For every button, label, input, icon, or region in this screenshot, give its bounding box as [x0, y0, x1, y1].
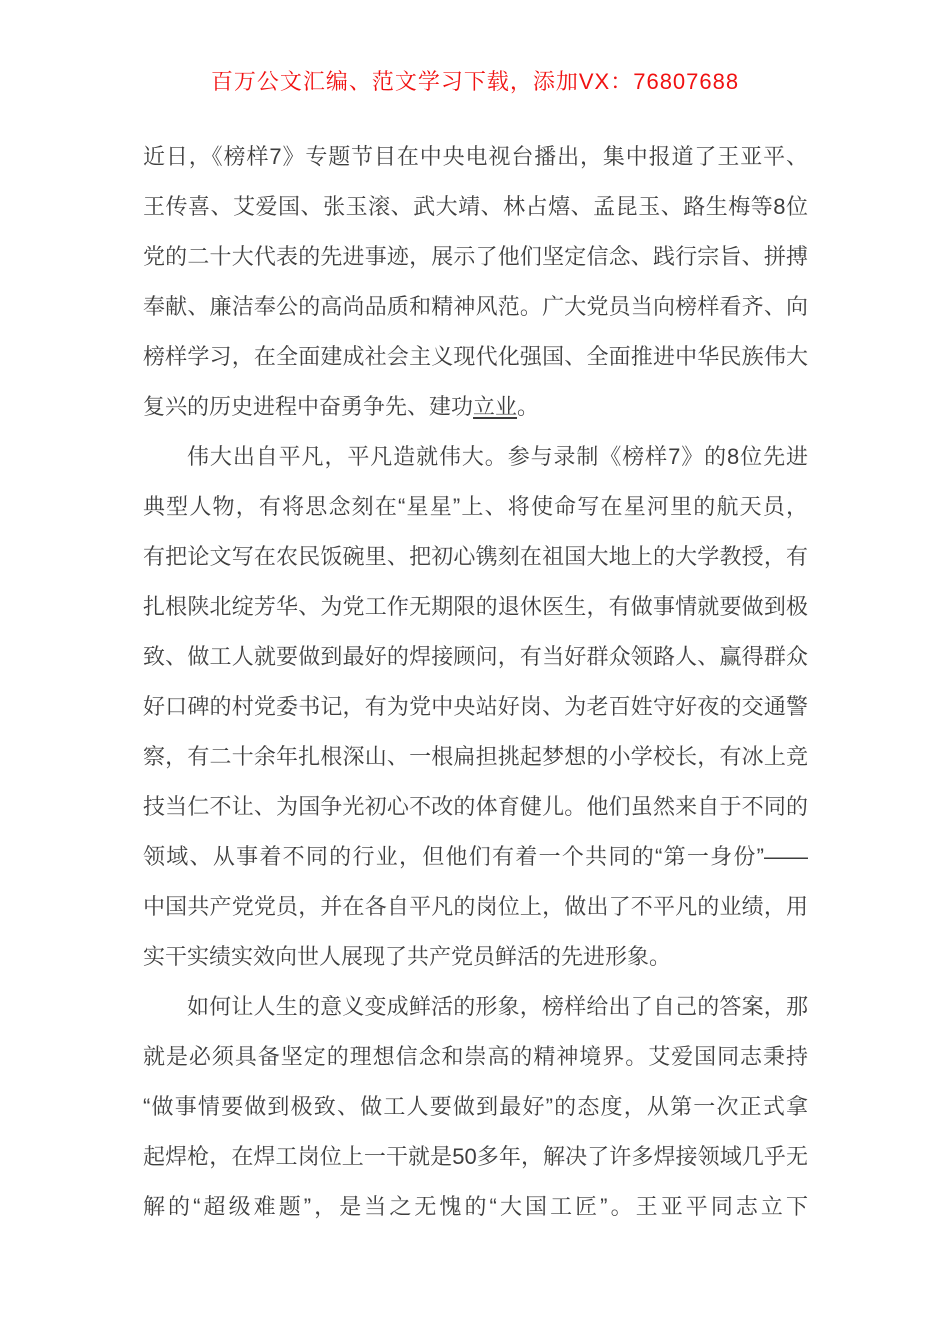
text-line: 起焊枪，在焊工岗位上一干就是50多年，解决了许多焊接领域几乎无 [143, 1144, 808, 1169]
document-body [143, 132, 808, 1232]
text-line: “做事情要做到极致、做工人要做到最好”的态度，从第一次正式拿 [143, 1094, 808, 1119]
text-line: 榜样学习，在全面建成社会主义现代化强国、全面推进中华民族伟大 [143, 344, 808, 369]
text-line: 典型人物，有将思念刻在“星星”上、将使命写在星河里的航天员， [143, 494, 808, 519]
text-line: 领域、从事着不同的行业，但他们有着一个共同的“第一身份”—— [143, 844, 808, 869]
paragraph [143, 432, 808, 982]
paragraph [143, 982, 808, 1232]
paragraph [143, 132, 808, 432]
text-line: 解的“超级难题”，是当之无愧的“大国工匠”。王亚平同志立下 [143, 1194, 808, 1219]
underlined-text: 立业 [473, 394, 518, 419]
text-line: 王传喜、艾爱国、张玉滚、武大靖、林占熺、孟昆玉、路生梅等8位 [143, 194, 808, 219]
text-line: 察，有二十余年扎根深山、一根扁担挑起梦想的小学校长，有冰上竞 [143, 744, 808, 769]
header-notice: 百万公文汇编、范文学习下载，添加VX：76807688 [210, 69, 740, 94]
text-line: 有把论文写在农民饭碗里、把初心镌刻在祖国大地上的大学教授，有 [143, 544, 808, 569]
text-line: 伟大出自平凡，平凡造就伟大。参与录制《榜样7》的8位先进 [187, 444, 808, 469]
text-line: 如何让人生的意义变成鲜活的形象，榜样给出了自己的答案，那 [187, 994, 808, 1019]
text-line: 好口碑的村党委书记，有为党中央站好岗、为老百姓守好夜的交通警 [143, 694, 808, 719]
text-line: 致、做工人就要做到最好的焊接顾问，有当好群众领路人、赢得群众 [143, 644, 808, 669]
text-line: 技当仁不让、为国争光初心不改的体育健儿。他们虽然来自于不同的 [143, 794, 808, 819]
text-line: 奉献、廉洁奉公的高尚品质和精神风范。广大党员当向榜样看齐、向 [143, 294, 808, 319]
text-line: 党的二十大代表的先进事迹，展示了他们坚定信念、践行宗旨、拼搏 [143, 244, 808, 269]
text-line: 近日，《榜样7》专题节目在中央电视台播出，集中报道了王亚平、 [143, 144, 808, 169]
text-line: 扎根陕北绽芳华、为党工作无期限的退休医生，有做事情就要做到极 [143, 594, 808, 619]
text-line: 就是必须具备坚定的理想信念和崇高的精神境界。艾爱国同志秉持 [143, 1044, 808, 1069]
text-line: 实干实绩实效向世人展现了共产党员鲜活的先进形象。 [143, 944, 672, 969]
text-line: 复兴的历史进程中奋勇争先、建功立业。 [143, 394, 540, 419]
text-line: 中国共产党党员，并在各自平凡的岗位上，做出了不平凡的业绩，用 [143, 894, 808, 919]
